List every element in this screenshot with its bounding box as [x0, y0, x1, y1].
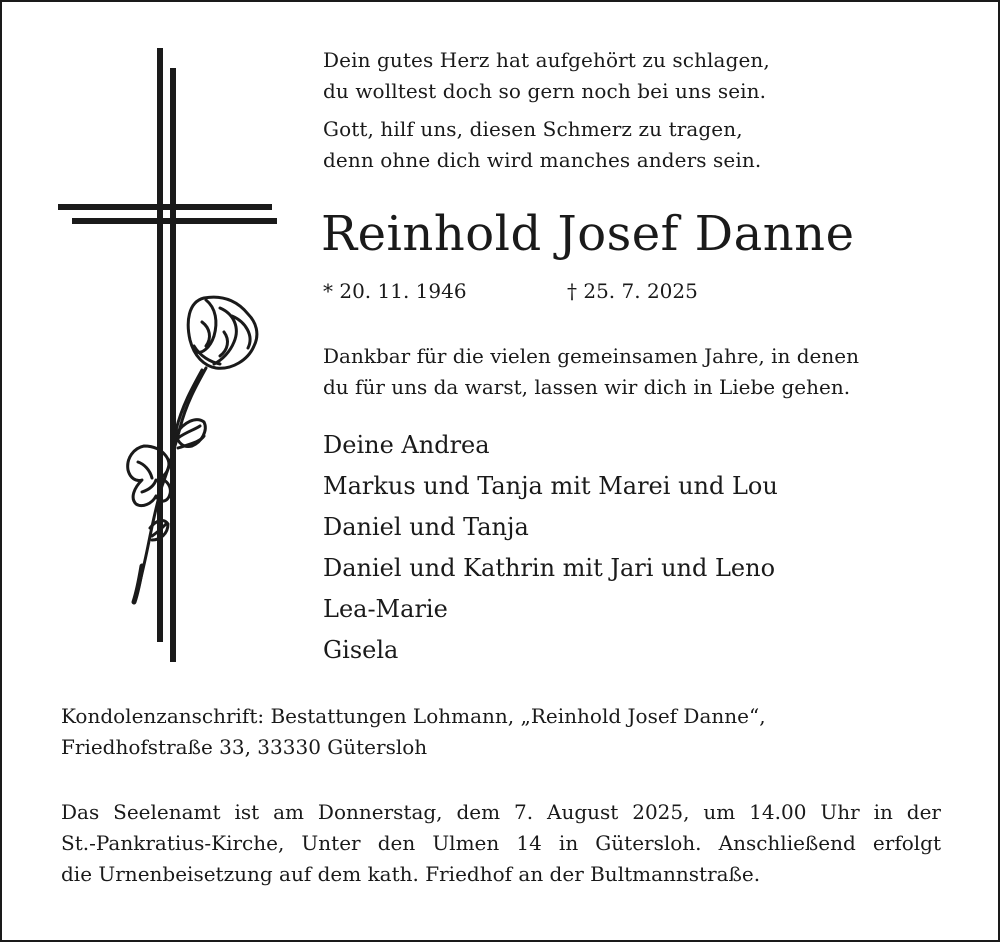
verse-stanza-2	[323, 114, 761, 176]
verse-line: du wolltest doch so gern noch bei uns sein.	[323, 79, 767, 103]
thanks-line: Dankbar für die vielen gemeinsamen Jahre, in denen	[323, 344, 859, 368]
family-member: Daniel und Kathrin mit Jari und Leno	[323, 554, 776, 582]
family-member: Markus und Tanja mit Marei und Lou	[323, 472, 778, 500]
service-line: St.-Pankratius-Kirche, Unter den Ulmen 14 in Gütersloh. Anschließend erfolgt	[61, 831, 941, 855]
verse-stanza-1	[323, 45, 770, 107]
thanks-line: du für uns da warst, lassen wir dich in Liebe gehen.	[323, 375, 851, 399]
thanks-text	[323, 341, 859, 403]
service-line: die Urnenbeisetzung auf dem kath. Friedhof an der Bultmannstraße.	[61, 862, 761, 886]
family-member: Deine Andrea	[323, 431, 490, 459]
family-member: Gisela	[323, 636, 399, 664]
service-line: Das Seelenamt ist am Donnerstag, dem 7. August 2025, um 14.00 Uhr in der	[61, 800, 941, 824]
birth-date: * 20. 11. 1946	[323, 279, 467, 303]
service-info	[61, 797, 941, 890]
verse-line: denn ohne dich wird manches anders sein.	[323, 148, 762, 172]
family-member: Lea-Marie	[323, 595, 448, 623]
condolence-line: Kondolenzanschrift: Bestattungen Lohmann, „Reinhold Josef Danne“,	[61, 704, 766, 728]
family-list	[323, 425, 778, 671]
cross-with-rose-icon	[56, 46, 281, 662]
condolence-line: Friedhofstraße 33, 33330 Gütersloh	[61, 735, 428, 759]
condolence-address	[61, 701, 766, 763]
death-date: † 25. 7. 2025	[567, 279, 698, 303]
deceased-name: Reinhold Josef Danne	[321, 206, 855, 262]
verse-line: Gott, hilf uns, diesen Schmerz zu tragen,	[323, 117, 743, 141]
family-member: Daniel und Tanja	[323, 513, 529, 541]
verse-line: Dein gutes Herz hat aufgehört zu schlagen,	[323, 48, 770, 72]
